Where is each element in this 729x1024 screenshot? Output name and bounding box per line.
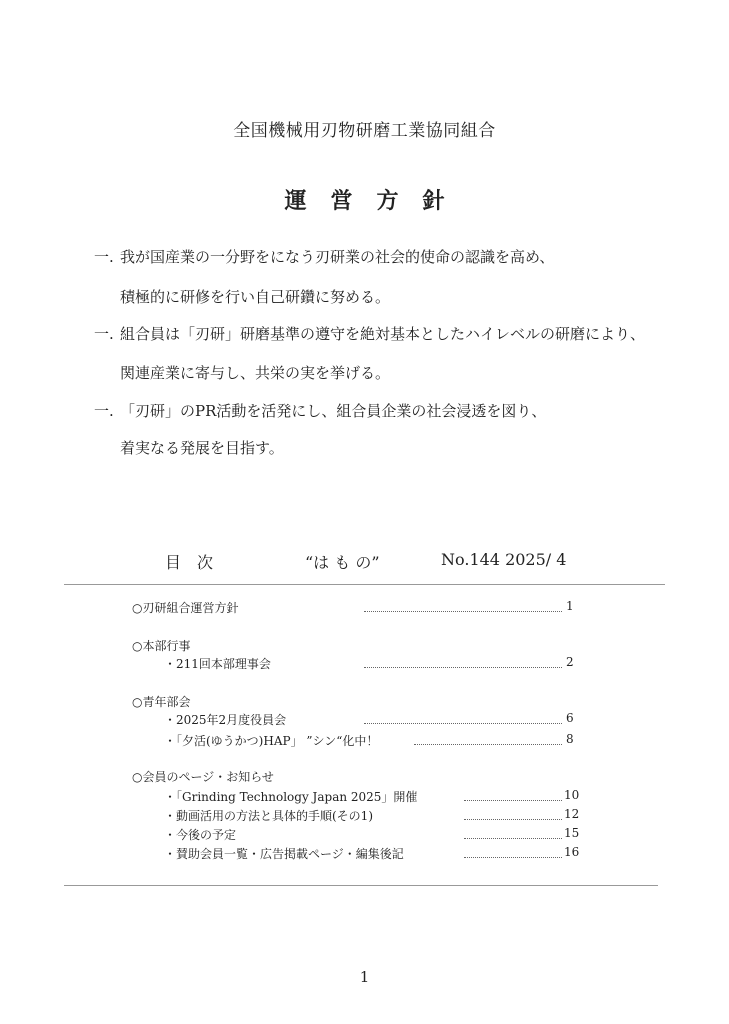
policy-item (94, 323, 645, 344)
toc-item-title: ・2025年2月度役員会 (164, 713, 287, 727)
page-number: 1 (359, 968, 370, 986)
toc-section-title: ○刃研組合運営方針 (132, 601, 239, 615)
toc-item-title: ・賛助会員一覧・広告掲載ページ・編集後記 (164, 847, 404, 861)
toc-leader (464, 838, 562, 839)
title-char: 針 (422, 188, 445, 214)
policy-continuation: 関連産業に寄与し、共栄の実を挙げる。 (120, 364, 391, 382)
toc-section-title: ○会員のページ・お知らせ (132, 770, 274, 784)
policy-item (94, 246, 554, 267)
toc-page: 15 (564, 826, 580, 840)
toc-label: 目 次 (165, 553, 214, 572)
magazine-name: “は も の” (305, 553, 380, 572)
toc-item-title: ・動画活用の方法と具体的手順(その1) (164, 809, 373, 823)
policy-line: 「刃研」のPR活動を活発にし、組合員企業の社会浸透を図り、 (120, 402, 547, 420)
policy-line: 組合員は「刃研」研磨基準の遵守を絶対基本としたハイレベルの研磨により、 (120, 325, 646, 343)
toc-leader (364, 667, 562, 668)
toc-leader (464, 800, 562, 801)
policy-marker: 一. (94, 402, 114, 420)
toc-page: 2 (566, 655, 574, 669)
toc-page: 6 (566, 711, 574, 725)
toc-section-title: ○青年部会 (132, 695, 191, 709)
policy-line: 我が国産業の一分野をになう刃研業の社会的使命の認識を高め、 (120, 248, 555, 266)
toc-leader (464, 819, 562, 820)
toc-leader (464, 857, 562, 858)
title-char: 営 (330, 188, 353, 214)
toc-section-title: ○本部行事 (132, 639, 191, 653)
toc-page: 10 (564, 788, 580, 802)
issue-info: No.144 2025/ 4 (441, 550, 567, 569)
policy-marker: 一. (94, 248, 114, 266)
title-char: 運 (284, 188, 307, 214)
toc-page: 16 (564, 845, 580, 859)
toc-item-title: ・「夕活(ゆうかつ)HAP」 ”シン“化中！ (164, 734, 379, 748)
toc-bottom-rule (64, 885, 658, 886)
toc-item-title: ・「Grinding Technology Japan 2025」開催 (164, 790, 418, 804)
toc-leader (364, 723, 562, 724)
policy-item (94, 400, 546, 421)
toc-page: 8 (566, 732, 574, 746)
page-title (0, 184, 729, 215)
policy-continuation: 積極的に研修を行い自己研鑽に努める。 (120, 288, 391, 306)
toc-item-title: ・211回本部理事会 (164, 657, 271, 671)
toc-page: 1 (566, 599, 574, 613)
toc-leader (414, 744, 562, 745)
toc-page: 12 (564, 807, 580, 821)
policy-marker: 一. (94, 325, 114, 343)
toc-leader (364, 611, 562, 612)
toc-top-rule (64, 584, 665, 585)
title-char: 方 (376, 188, 399, 214)
organization-name: 全国機械用刃物研磨工業協同組合 (233, 121, 496, 141)
policy-continuation: 着実なる発展を目指す。 (120, 439, 284, 457)
toc-item-title: ・今後の予定 (164, 828, 237, 842)
